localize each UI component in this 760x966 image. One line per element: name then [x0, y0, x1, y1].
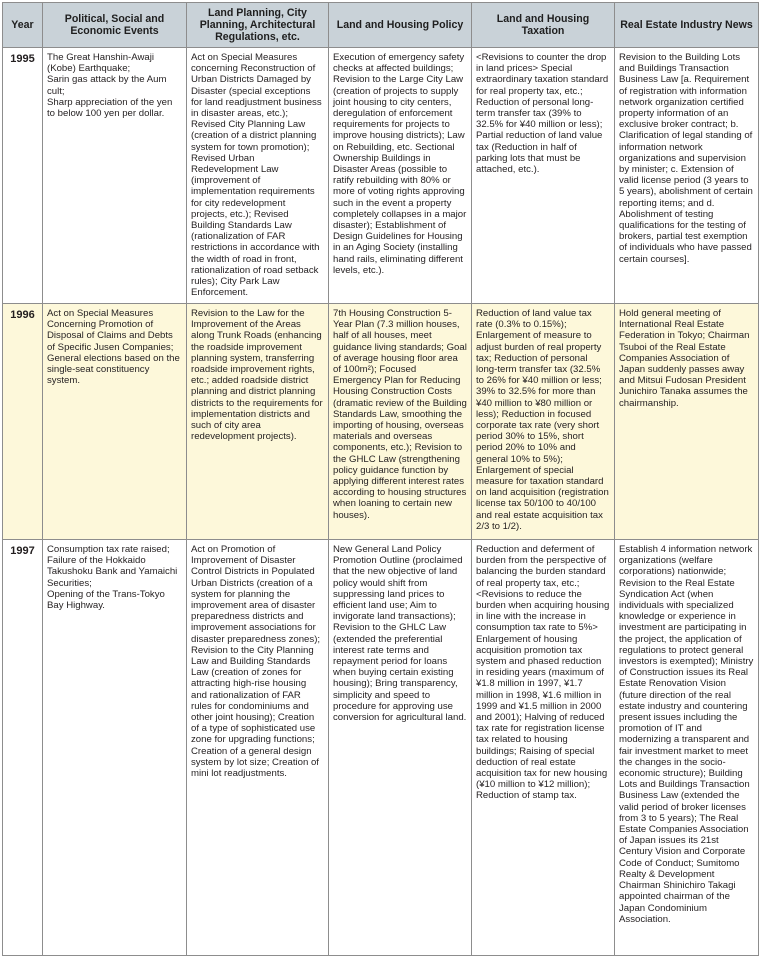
planning-cell: Act on Special Measures concerning Reconstruction of Urban Districts Damaged by Disaster (special exceptions for land readjustment business in disaster areas, etc.); Revised City Planning Law (creation of a district planning system for town promotion); Revised Urban Redevelopment Law (improvement of implementation requirements for city redevelopment projects, etc.); Revised Building Standards Law (rationalization of FAR restrictions in accordance with the width of road in front, rationalization of road setback rules); City Park Law Enforcement.	[187, 48, 329, 304]
policy-cell: Execution of emergency safety checks at affected buildings; Revision to the Large City Law (creation of projects to supply joint housing to city centers, deregulation of enforcement requirements for projects to improve housing districts); Law on Rebuilding, etc. Sectional Ownership Buildings in Disaster Areas (possible to ratify rebuilding with 80% or more of voting rights approving such in the event a property completely collapses in a major disaster); Establishment of Design Guidelines for Housing in an Aging Society (installing hand rails, eliminating different levels, etc.).	[329, 48, 472, 304]
column-header-planning: Land Planning, City Planning, Architectural Regulations, etc.	[187, 3, 329, 48]
timeline-table-page	[2, 2, 758, 964]
taxation-cell: Reduction and deferment of burden from the perspective of balancing the burden standard of real property tax, etc.; <Revisions to reduce the burden when acquiring housing in line with the increase in consumption tax rate to 5%> Enlargement of housing acquisition promotion tax system and phased reduction in residing years (maximum of ¥1.8 million in 1997, ¥1.7 million in 1998, ¥1.6 million in 1999 and ¥1.5 million in 2000 and 2001); Halving of reduced tax rate for registration license tax related to housing buildings; Raising of special deduction of real estate acquisition tax for new housing (¥10 million to ¥12 million); Reduction of stamp tax.	[472, 540, 615, 956]
planning-cell: Act on Promotion of Improvement of Disaster Control Districts in Populated Urban Districts (creation of a system for planning the improvement area of disaster preparedness districts and improvement associations for disaster preparedness zones); Revision to the City Planning Law and Building Standards Law (creation of zones for attracting high-rise housing and rationalization of FAR rules for condominiums and other joint housing); Creation of a type of sophisticated use zone for upgrading functions; Creation of a general design system by lot size; Creation of mini lot readjustments.	[187, 540, 329, 956]
header-row	[3, 3, 759, 48]
year-cell: 1996	[3, 304, 43, 540]
events-cell: Act on Special Measures Concerning Promotion of Disposal of Claims and Debts of Specific Jusen Companies; General elections based on the single-seat constituency system.	[43, 304, 187, 540]
table-row	[3, 48, 759, 304]
table-row	[3, 540, 759, 956]
industry-cell: Revision to the Building Lots and Buildings Transaction Business Law [a. Requirement of registration with information network organization certified property information of an exclusive broker contract; b. Clarification of legal standing of information network organizations and supervision by minister; c. Extension of valid license period (3 years to 5 years), abolishment of certain reporting items; and d. Abolishment of testing qualifications for the testing of brokers, partial test exemption of individuals who have passed certain courses].	[615, 48, 759, 304]
column-header-taxation: Land and Housing Taxation	[472, 3, 615, 48]
events-cell: The Great Hanshin-Awaji (Kobe) Earthquake; Sarin gas attack by the Aum cult; Sharp appreciation of the yen to below 100 yen per dollar.	[43, 48, 187, 304]
column-header-events: Political, Social and Economic Events	[43, 3, 187, 48]
planning-cell: Revision to the Law for the Improvement of the Areas along Trunk Roads (enhancing the roadside improvement planning system, transferring roadside improvement rights, etc.; added roadside district planning and district planning districts to the requirements for implementation districts and such of city area redevelopment projects).	[187, 304, 329, 540]
column-header-year: Year	[3, 3, 43, 48]
industry-cell: Hold general meeting of International Real Estate Federation in Tokyo; Chairman Tsuboi of the Real Estate Companies Association of Japan suddenly passes away and Mitsui Fudosan President Junichiro Tanaka assumes the chairmanship.	[615, 304, 759, 540]
column-header-policy: Land and Housing Policy	[329, 3, 472, 48]
table-row	[3, 304, 759, 540]
taxation-cell: Reduction of land value tax rate (0.3% to 0.15%); Enlargement of measure to adjust burden of real property tax; Reduction of personal long-term transfer tax (32.5% to 26% for ¥40 million or less; 39% to 32.5% for more than ¥40 million to ¥80 million or less); Reduction in focused corporate tax rate (very short period 30% to 15%, short period 20% to 10% and general 10% to 5%); Enlargement of special measure for taxation standard on land acquisition (registration license tax 50/100 to 40/100 and real estate acquisition tax 2/3 to 1/2).	[472, 304, 615, 540]
policy-cell: New General Land Policy Promotion Outline (proclaimed that the new objective of land policy would shift from suppressing land prices to efficient land use; Aim to invigorate land transactions); Revision to the GHLC Law (extended the preferential interest rate terms and repayment period for loans when buying certain existing housing); Bring transparency, simplicity and speed to procedure for approving use conversion for agricultural land.	[329, 540, 472, 956]
industry-cell: Establish 4 information network organizations (welfare corporations) nationwide; Revision to the Real Estate Syndication Act (when individuals with specialized knowledge or experience in investment are participating in the project, the application of regulations to protect general investors is exempted); Ministry of Construction issues its Real Estate Renovation Vision (future direction of the real estate industry and countering present issues including the promotion of IT and modernizing a transparent and fair investment market to meet the changes in the socio-economic structure); Building Lots and Buildings Transaction Business Law (extended the valid period of broker licenses from 3 to 5 years); The Real Estate Companies Association of Japan issues its 21st Century Vision and Corporate Code of Conduct; Sumitomo Realty & Development Chairman Shinichiro Takagi appointed chairman of the Japan Condominium Association.	[615, 540, 759, 956]
taxation-cell: <Revisions to counter the drop in land prices> Special extraordinary taxation standard for real property tax, etc.; Reduction of personal long-term transfer tax (39% to 32.5% for ¥40 million or less); Partial reduction of land value tax (Reduction in half of parking lots that must be attached, etc.).	[472, 48, 615, 304]
column-header-industry: Real Estate Industry News	[615, 3, 759, 48]
events-cell: Consumption tax rate raised; Failure of the Hokkaido Takushoku Bank and Yamaichi Securities; Opening of the Trans-Tokyo Bay Highway.	[43, 540, 187, 956]
year-cell: 1995	[3, 48, 43, 304]
policy-cell: 7th Housing Construction 5-Year Plan (7.3 million houses, half of all houses, meet guidance living standards; Goal of average housing floor area of 100m²); Focused Emergency Plan for Reducing Housing Construction Costs (dramatic review of the Building Standards Law, smoothing the importing of housing, overseas materials and overseas components, etc.); Revision to the GHLC Law (strengthening policy guidance function by applying different interest rates according to housing structures when loaning to certain new houses).	[329, 304, 472, 540]
real-estate-timeline-table	[2, 2, 759, 956]
year-cell: 1997	[3, 540, 43, 956]
